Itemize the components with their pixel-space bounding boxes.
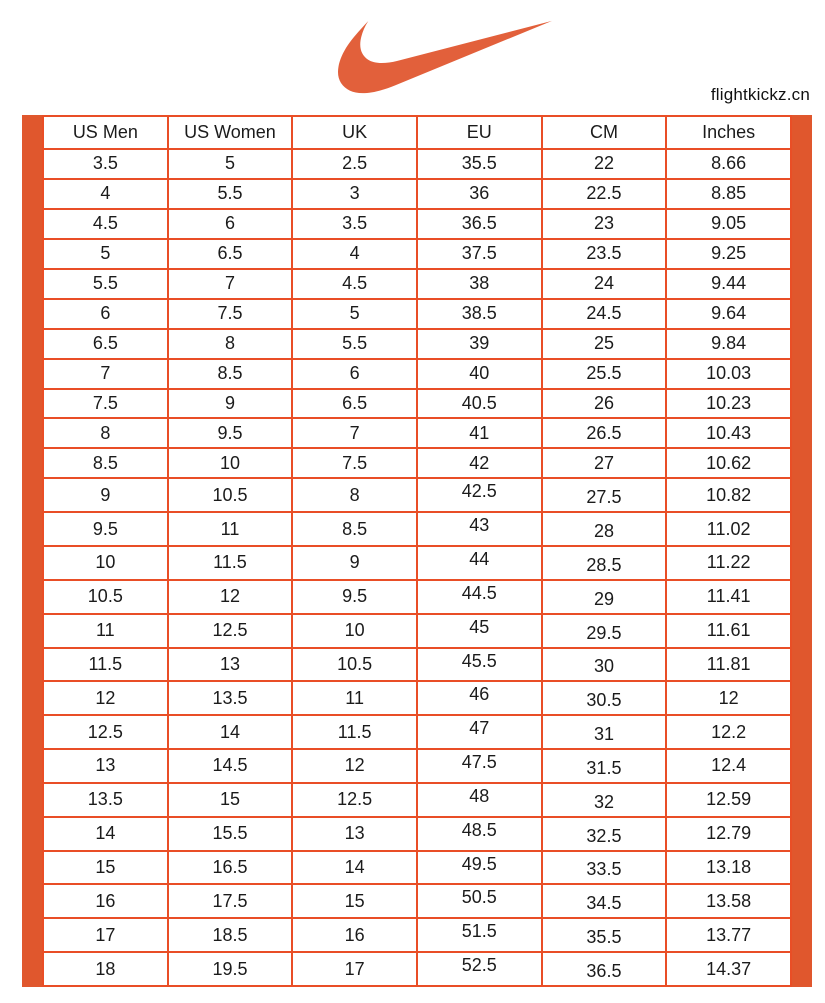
table-row: [43, 546, 791, 580]
size-cell: 33.5: [542, 851, 667, 885]
table-row: [43, 299, 791, 329]
size-cell: 12.5: [43, 715, 168, 749]
size-cell: 13.58: [666, 884, 791, 918]
size-cell: 3: [292, 179, 417, 209]
table-row: [43, 817, 791, 851]
size-cell: 24: [542, 269, 667, 299]
table-row: [43, 209, 791, 239]
size-table: [42, 115, 792, 987]
size-cell: 8.85: [666, 179, 791, 209]
size-cell: 4.5: [292, 269, 417, 299]
size-cell: 38: [417, 269, 542, 299]
size-cell: 7.5: [292, 448, 417, 478]
size-cell: 28: [542, 512, 667, 546]
size-cell: 4.5: [43, 209, 168, 239]
size-cell: 14.37: [666, 952, 791, 986]
size-cell: 47: [417, 715, 542, 749]
table-row: [43, 478, 791, 512]
size-cell: 10.82: [666, 478, 791, 512]
size-cell: 19.5: [168, 952, 293, 986]
size-cell: 12: [168, 580, 293, 614]
size-cell: 12.79: [666, 817, 791, 851]
table-row: [43, 851, 791, 885]
size-cell: 23: [542, 209, 667, 239]
size-cell: 6.5: [168, 239, 293, 269]
size-cell: 48.5: [417, 817, 542, 851]
size-cell: 27.5: [542, 478, 667, 512]
size-cell: 10.5: [292, 648, 417, 682]
size-cell: 35.5: [417, 149, 542, 179]
size-cell: 30.5: [542, 681, 667, 715]
size-cell: 43: [417, 512, 542, 546]
size-cell: 11.5: [292, 715, 417, 749]
size-cell: 10.43: [666, 418, 791, 448]
table-body: [43, 149, 791, 986]
column-header: US Men: [43, 116, 168, 149]
size-cell: 38.5: [417, 299, 542, 329]
size-cell: 10: [292, 614, 417, 648]
column-header: EU: [417, 116, 542, 149]
size-cell: 2.5: [292, 149, 417, 179]
size-cell: 4: [292, 239, 417, 269]
size-cell: 11.02: [666, 512, 791, 546]
size-cell: 36.5: [542, 952, 667, 986]
size-cell: 29: [542, 580, 667, 614]
size-cell: 10.62: [666, 448, 791, 478]
size-cell: 15.5: [168, 817, 293, 851]
size-cell: 18: [43, 952, 168, 986]
table-row: [43, 715, 791, 749]
table-row: [43, 614, 791, 648]
size-cell: 14.5: [168, 749, 293, 783]
size-cell: 10.5: [168, 478, 293, 512]
table-row: [43, 918, 791, 952]
size-cell: 10: [168, 448, 293, 478]
size-cell: 8.66: [666, 149, 791, 179]
size-cell: 9.84: [666, 329, 791, 359]
size-cell: 12.4: [666, 749, 791, 783]
size-cell: 32.5: [542, 817, 667, 851]
size-cell: 35.5: [542, 918, 667, 952]
size-cell: 18.5: [168, 918, 293, 952]
size-cell: 11.5: [168, 546, 293, 580]
size-cell: 7: [43, 359, 168, 389]
size-cell: 17: [292, 952, 417, 986]
size-cell: 46: [417, 681, 542, 715]
table-row: [43, 359, 791, 389]
size-cell: 52.5: [417, 952, 542, 986]
column-header: Inches: [666, 116, 791, 149]
size-cell: 34.5: [542, 884, 667, 918]
size-cell: 40.5: [417, 389, 542, 419]
table-row: [43, 512, 791, 546]
size-cell: 9: [292, 546, 417, 580]
size-cell: 31.5: [542, 749, 667, 783]
table-row: [43, 681, 791, 715]
size-cell: 16.5: [168, 851, 293, 885]
size-cell: 11.81: [666, 648, 791, 682]
size-cell: 25: [542, 329, 667, 359]
right-accent-bar: [792, 115, 812, 987]
table-row: [43, 418, 791, 448]
size-cell: 15: [43, 851, 168, 885]
size-cell: 6: [43, 299, 168, 329]
size-cell: 16: [43, 884, 168, 918]
size-cell: 12.5: [292, 783, 417, 817]
size-cell: 5.5: [43, 269, 168, 299]
table-row: [43, 648, 791, 682]
size-cell: 9.05: [666, 209, 791, 239]
size-cell: 47.5: [417, 749, 542, 783]
table-row: [43, 884, 791, 918]
size-cell: 45: [417, 614, 542, 648]
table-row: [43, 239, 791, 269]
size-cell: 36.5: [417, 209, 542, 239]
size-cell: 31: [542, 715, 667, 749]
size-cell: 5: [168, 149, 293, 179]
size-cell: 12.2: [666, 715, 791, 749]
size-cell: 8: [43, 418, 168, 448]
size-cell: 10.03: [666, 359, 791, 389]
table-row: [43, 179, 791, 209]
size-conversion-table: [22, 115, 812, 987]
size-cell: 12: [43, 681, 168, 715]
size-cell: 13: [168, 648, 293, 682]
size-cell: 14: [168, 715, 293, 749]
size-cell: 11.5: [43, 648, 168, 682]
size-cell: 42: [417, 448, 542, 478]
size-cell: 12: [666, 681, 791, 715]
size-cell: 15: [292, 884, 417, 918]
size-cell: 5: [43, 239, 168, 269]
size-cell: 13.5: [43, 783, 168, 817]
size-cell: 14: [43, 817, 168, 851]
size-cell: 9: [168, 389, 293, 419]
header-row: [43, 116, 791, 149]
size-cell: 12.5: [168, 614, 293, 648]
size-cell: 39: [417, 329, 542, 359]
size-cell: 42.5: [417, 478, 542, 512]
size-cell: 44.5: [417, 580, 542, 614]
size-cell: 8.5: [292, 512, 417, 546]
size-cell: 6: [168, 209, 293, 239]
table-row: [43, 783, 791, 817]
size-cell: 50.5: [417, 884, 542, 918]
column-header: CM: [542, 116, 667, 149]
size-cell: 13: [292, 817, 417, 851]
left-accent-bar: [22, 115, 42, 987]
table-row: [43, 389, 791, 419]
size-cell: 11.61: [666, 614, 791, 648]
size-cell: 9.64: [666, 299, 791, 329]
size-cell: 8: [168, 329, 293, 359]
size-cell: 13.18: [666, 851, 791, 885]
size-cell: 13.77: [666, 918, 791, 952]
size-cell: 13: [43, 749, 168, 783]
size-cell: 22.5: [542, 179, 667, 209]
size-cell: 16: [292, 918, 417, 952]
size-cell: 8.5: [43, 448, 168, 478]
size-cell: 24.5: [542, 299, 667, 329]
size-cell: 9: [43, 478, 168, 512]
column-header: UK: [292, 116, 417, 149]
size-cell: 9.5: [168, 418, 293, 448]
size-cell: 7.5: [43, 389, 168, 419]
size-cell: 11: [168, 512, 293, 546]
table-row: [43, 269, 791, 299]
size-cell: 26.5: [542, 418, 667, 448]
size-cell: 25.5: [542, 359, 667, 389]
table-row: [43, 448, 791, 478]
size-cell: 48: [417, 783, 542, 817]
size-cell: 27: [542, 448, 667, 478]
size-cell: 9.25: [666, 239, 791, 269]
brand-watermark: flightkickz.cn: [710, 85, 810, 104]
size-cell: 12.59: [666, 783, 791, 817]
size-cell: 5.5: [168, 179, 293, 209]
size-cell: 28.5: [542, 546, 667, 580]
size-cell: 29.5: [542, 614, 667, 648]
table-row: [43, 149, 791, 179]
size-cell: 12: [292, 749, 417, 783]
size-cell: 9.44: [666, 269, 791, 299]
size-cell: 10.5: [43, 580, 168, 614]
size-cell: 6.5: [43, 329, 168, 359]
size-cell: 5.5: [292, 329, 417, 359]
size-cell: 11: [43, 614, 168, 648]
size-cell: 6: [292, 359, 417, 389]
size-cell: 11: [292, 681, 417, 715]
size-cell: 44: [417, 546, 542, 580]
table-row: [43, 580, 791, 614]
size-cell: 13.5: [168, 681, 293, 715]
size-cell: 10: [43, 546, 168, 580]
size-cell: 17: [43, 918, 168, 952]
table-row: [43, 952, 791, 986]
nike-swoosh-logo: [338, 20, 552, 94]
size-cell: 6.5: [292, 389, 417, 419]
size-cell: 11.22: [666, 546, 791, 580]
size-cell: 41: [417, 418, 542, 448]
table-row: [43, 749, 791, 783]
size-cell: 36: [417, 179, 542, 209]
size-cell: 11.41: [666, 580, 791, 614]
size-cell: 5: [292, 299, 417, 329]
size-cell: 8.5: [168, 359, 293, 389]
size-cell: 26: [542, 389, 667, 419]
size-cell: 3.5: [43, 149, 168, 179]
column-header: US Women: [168, 116, 293, 149]
table-row: [43, 329, 791, 359]
size-cell: 15: [168, 783, 293, 817]
size-cell: 32: [542, 783, 667, 817]
size-cell: 22: [542, 149, 667, 179]
size-cell: 9.5: [292, 580, 417, 614]
size-cell: 14: [292, 851, 417, 885]
size-cell: 17.5: [168, 884, 293, 918]
size-cell: 10.23: [666, 389, 791, 419]
size-cell: 9.5: [43, 512, 168, 546]
size-cell: 23.5: [542, 239, 667, 269]
size-cell: 51.5: [417, 918, 542, 952]
size-cell: 7.5: [168, 299, 293, 329]
size-cell: 7: [292, 418, 417, 448]
size-cell: 7: [168, 269, 293, 299]
size-cell: 40: [417, 359, 542, 389]
size-cell: 37.5: [417, 239, 542, 269]
size-cell: 49.5: [417, 851, 542, 885]
nike-swoosh-path: [338, 21, 552, 93]
size-cell: 4: [43, 179, 168, 209]
size-cell: 8: [292, 478, 417, 512]
size-cell: 30: [542, 648, 667, 682]
size-cell: 45.5: [417, 648, 542, 682]
size-cell: 3.5: [292, 209, 417, 239]
